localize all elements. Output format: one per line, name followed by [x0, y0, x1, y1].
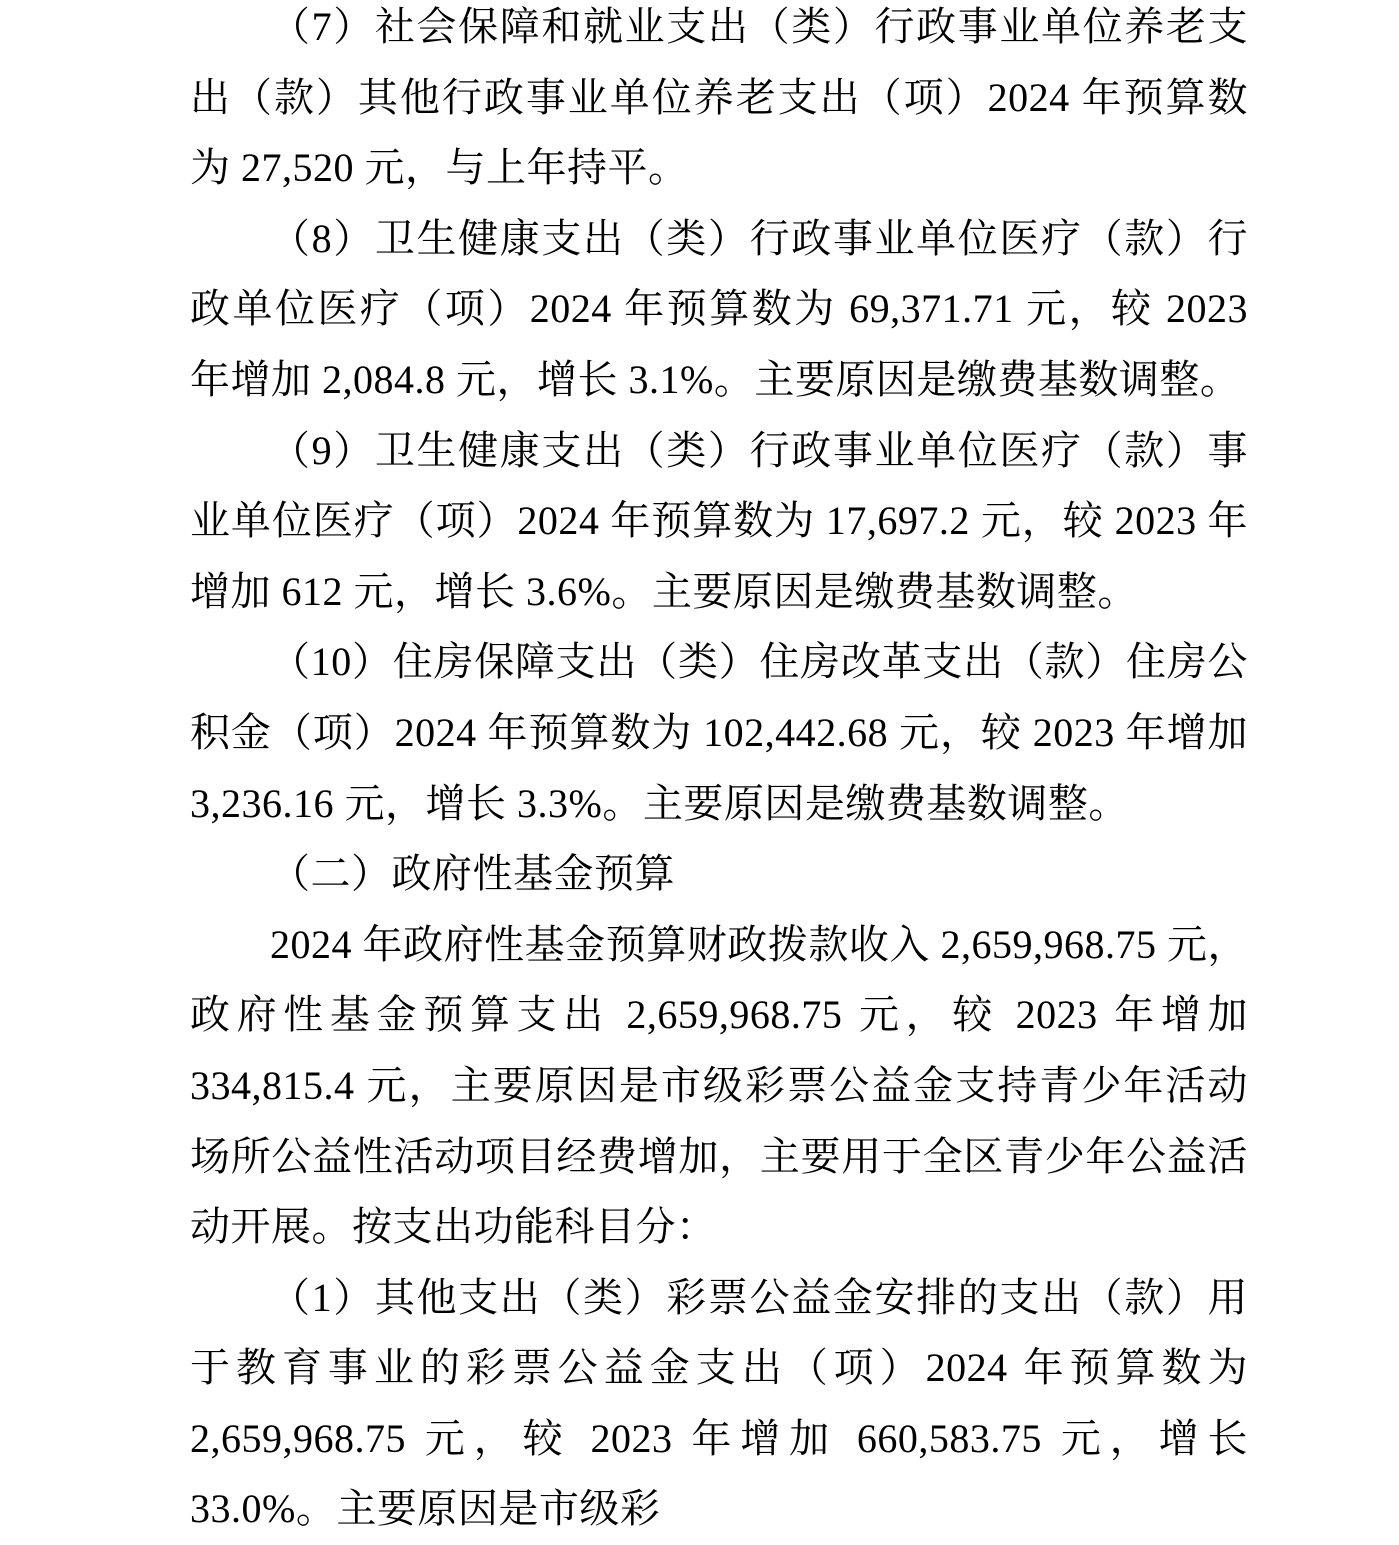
- paragraph-item-1: （1）其他支出（类）彩票公益金安排的支出（款）用于教育事业的彩票公益金支出（项）2024 年预算数为 2,659,968.75 元，较 2023 年增加 660,583.75 元，增长 33.0%。主要原因是市级彩: [190, 1274, 1248, 1532]
- paragraph-item-9: （9）卫生健康支出（类）行政事业单位医疗（款）事业单位医疗（项）2024 年预算数为 17,697.2 元，较 2023 年增加 612 元，增长 3.6%。主要原因是缴费基数调整。: [190, 427, 1248, 614]
- paragraph-item-7: （7）社会保障和就业支出（类）行政事业单位养老支出（款）其他行政事业单位养老支出（项）2024 年预算数为 27,520 元，与上年持平。: [190, 4, 1248, 191]
- paragraph-government-fund-intro: 2024 年政府性基金预算财政拨款收入 2,659,968.75 元，政府性基金预算支出 2,659,968.75 元，较 2023 年增加 334,815.4 元，主要原因是市级彩票公益金支持青少年活动场所公益性活动项目经费增加，主要用于全区青少年公益活动开展。按支出功能科目分：: [190, 921, 1248, 1250]
- section-heading-government-fund-budget: （二）政府性基金预算: [270, 851, 675, 897]
- document-text-block: [190, 0, 1248, 1545]
- paragraph-item-10: （10）住房保障支出（类）住房改革支出（款）住房公积金（项）2024 年预算数为 102,442.68 元，较 2023 年增加 3,236.16 元，增长 3.3%。主要原因是缴费基数调整。: [190, 639, 1248, 826]
- paragraph-item-8: （8）卫生健康支出（类）行政事业单位医疗（款）行政单位医疗（项）2024 年预算数为 69,371.71 元，较 2023 年增加 2,084.8 元，增长 3.1%。主要原因是缴费基数调整。: [190, 215, 1248, 402]
